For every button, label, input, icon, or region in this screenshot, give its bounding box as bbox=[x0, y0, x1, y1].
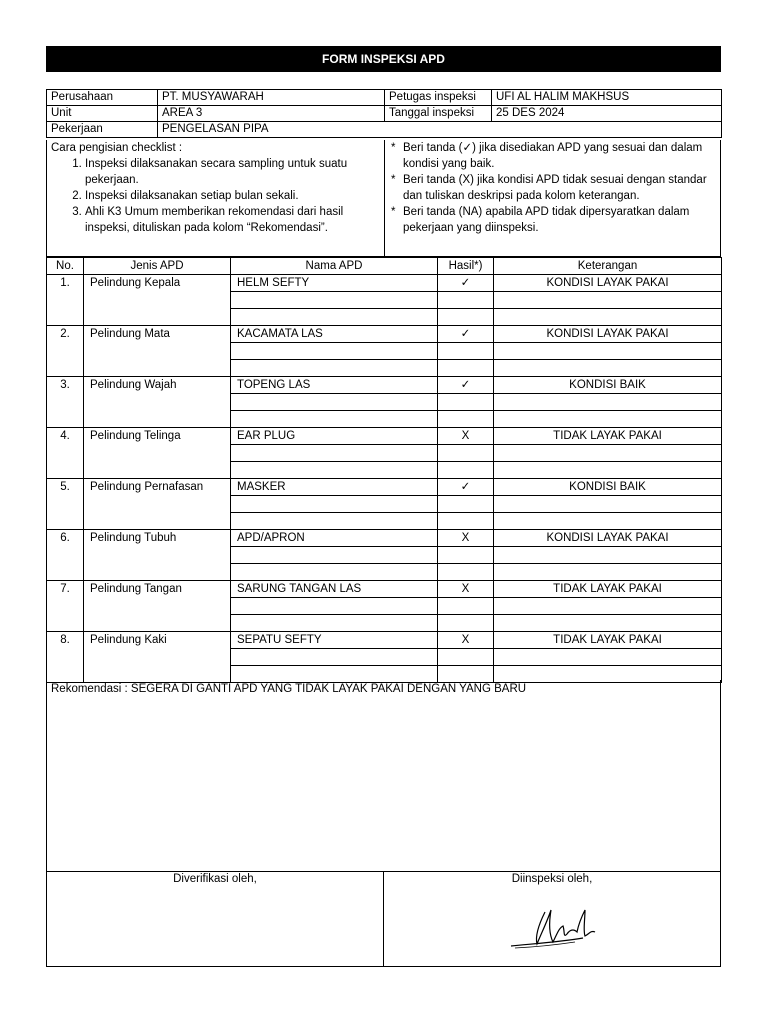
row-keterangan: TIDAK LAYAK PAKAI bbox=[494, 428, 722, 445]
empty-cell bbox=[231, 394, 438, 411]
table-row bbox=[47, 377, 722, 394]
empty-cell bbox=[231, 496, 438, 513]
empty-cell bbox=[438, 309, 494, 326]
empty-cell bbox=[438, 445, 494, 462]
table-row bbox=[47, 326, 722, 343]
empty-cell bbox=[494, 343, 722, 360]
petugas-label: Petugas inspeksi bbox=[385, 90, 492, 106]
pekerjaan-value: PENGELASAN PIPA bbox=[158, 122, 722, 138]
empty-cell bbox=[231, 411, 438, 428]
row-no: 5. bbox=[47, 479, 84, 530]
empty-cell bbox=[231, 649, 438, 666]
empty-cell bbox=[231, 615, 438, 632]
empty-cell bbox=[231, 547, 438, 564]
row-no: 2. bbox=[47, 326, 84, 377]
empty-cell bbox=[494, 598, 722, 615]
instructions-steps bbox=[47, 140, 385, 256]
unit-value: AREA 3 bbox=[158, 106, 385, 122]
note-item: * Beri tanda (X) jika kondisi APD tidak sesuai dengan standar dan tuliskan deskripsi pada kolom keterangan. bbox=[403, 172, 716, 204]
empty-cell bbox=[494, 462, 722, 479]
table-row bbox=[47, 530, 722, 547]
row-no: 1. bbox=[47, 275, 84, 326]
empty-cell bbox=[231, 309, 438, 326]
row-hasil: ✓ bbox=[438, 326, 494, 343]
row-jenis: Pelindung Kepala bbox=[84, 275, 231, 326]
row-hasil: ✓ bbox=[438, 275, 494, 292]
row-keterangan: KONDISI LAYAK PAKAI bbox=[494, 530, 722, 547]
empty-cell bbox=[494, 360, 722, 377]
table-row bbox=[47, 581, 722, 598]
empty-cell bbox=[438, 513, 494, 530]
row-nama: MASKER bbox=[231, 479, 438, 496]
empty-cell bbox=[231, 598, 438, 615]
step-item: 3. Ahli K3 Umum memberikan rekomendasi dari hasil inspeksi, dituliskan pada kolom “Rekomendasi”. bbox=[85, 204, 380, 236]
row-jenis: Pelindung Pernafasan bbox=[84, 479, 231, 530]
row-keterangan: TIDAK LAYAK PAKAI bbox=[494, 581, 722, 598]
row-keterangan: KONDISI LAYAK PAKAI bbox=[494, 275, 722, 292]
empty-cell bbox=[438, 496, 494, 513]
row-no: 3. bbox=[47, 377, 84, 428]
instructions-heading: Cara pengisian checklist : bbox=[51, 142, 183, 154]
verified-label: Diverifikasi oleh, bbox=[173, 873, 257, 885]
empty-cell bbox=[438, 615, 494, 632]
empty-cell bbox=[231, 445, 438, 462]
empty-cell bbox=[438, 564, 494, 581]
pekerjaan-label: Pekerjaan bbox=[47, 122, 158, 138]
table-row bbox=[47, 428, 722, 445]
unit-label: Unit bbox=[47, 106, 158, 122]
step-item: 2. Inspeksi dilaksanakan setiap bulan sekali. bbox=[85, 188, 380, 204]
row-hasil: ✓ bbox=[438, 479, 494, 496]
empty-cell bbox=[231, 343, 438, 360]
signature-image bbox=[505, 900, 605, 955]
notes-list bbox=[389, 140, 716, 236]
empty-cell bbox=[231, 292, 438, 309]
instructions-box bbox=[46, 140, 721, 257]
row-jenis: Pelindung Mata bbox=[84, 326, 231, 377]
row-jenis: Pelindung Telinga bbox=[84, 428, 231, 479]
signature-box bbox=[46, 871, 721, 967]
empty-cell bbox=[494, 445, 722, 462]
empty-cell bbox=[231, 462, 438, 479]
instructions-notes bbox=[385, 140, 720, 256]
row-hasil: X bbox=[438, 428, 494, 445]
recommendation-text: Rekomendasi : SEGERA DI GANTI APD YANG TIDAK LAYAK PAKAI DENGAN YANG BARU bbox=[51, 683, 527, 695]
row-jenis: Pelindung Tubuh bbox=[84, 530, 231, 581]
empty-cell bbox=[494, 649, 722, 666]
empty-cell bbox=[494, 496, 722, 513]
empty-cell bbox=[438, 343, 494, 360]
form-title: FORM INSPEKSI APD bbox=[46, 46, 721, 72]
header-hasil: Hasil*) bbox=[438, 258, 494, 275]
empty-cell bbox=[494, 309, 722, 326]
row-nama: EAR PLUG bbox=[231, 428, 438, 445]
tanggal-label: Tanggal inspeksi bbox=[385, 106, 492, 122]
perusahaan-label: Perusahaan bbox=[47, 90, 158, 106]
header-no: No. bbox=[47, 258, 84, 275]
row-hasil: ✓ bbox=[438, 377, 494, 394]
apd-table bbox=[46, 257, 722, 683]
row-keterangan: KONDISI BAIK bbox=[494, 479, 722, 496]
row-keterangan: KONDISI BAIK bbox=[494, 377, 722, 394]
row-keterangan: TIDAK LAYAK PAKAI bbox=[494, 632, 722, 649]
note-item: * Beri tanda (NA) apabila APD tidak dipersyaratkan dalam pekerjaan yang diinspeksi. bbox=[403, 204, 716, 236]
row-nama: KACAMATA LAS bbox=[231, 326, 438, 343]
empty-cell bbox=[231, 564, 438, 581]
row-no: 8. bbox=[47, 632, 84, 683]
empty-cell bbox=[438, 649, 494, 666]
note-item: * Beri tanda (✓) jika disediakan APD yang sesuai dan dalam kondisi yang baik. bbox=[403, 140, 716, 172]
row-nama: SARUNG TANGAN LAS bbox=[231, 581, 438, 598]
info-table bbox=[46, 89, 722, 138]
row-nama: HELM SEFTY bbox=[231, 275, 438, 292]
table-row bbox=[47, 479, 722, 496]
empty-cell bbox=[494, 292, 722, 309]
header-keterangan: Keterangan bbox=[494, 258, 722, 275]
empty-cell bbox=[231, 360, 438, 377]
row-hasil: X bbox=[438, 632, 494, 649]
perusahaan-value: PT. MUSYAWARAH bbox=[158, 90, 385, 106]
row-jenis: Pelindung Tangan bbox=[84, 581, 231, 632]
row-keterangan: KONDISI LAYAK PAKAI bbox=[494, 326, 722, 343]
row-nama: APD/APRON bbox=[231, 530, 438, 547]
verified-column bbox=[47, 872, 383, 966]
empty-cell bbox=[438, 394, 494, 411]
table-row bbox=[47, 632, 722, 649]
empty-cell bbox=[438, 292, 494, 309]
table-row bbox=[47, 275, 722, 292]
empty-cell bbox=[494, 547, 722, 564]
empty-cell bbox=[438, 462, 494, 479]
empty-cell bbox=[494, 564, 722, 581]
recommendation-box bbox=[46, 680, 721, 872]
header-jenis: Jenis APD bbox=[84, 258, 231, 275]
row-jenis: Pelindung Kaki bbox=[84, 632, 231, 683]
empty-cell bbox=[231, 513, 438, 530]
empty-cell bbox=[438, 547, 494, 564]
empty-cell bbox=[494, 411, 722, 428]
table-header-row bbox=[47, 258, 722, 275]
step-item: 1. Inspeksi dilaksanakan secara sampling untuk suatu pekerjaan. bbox=[85, 156, 380, 188]
row-nama: TOPENG LAS bbox=[231, 377, 438, 394]
row-jenis: Pelindung Wajah bbox=[84, 377, 231, 428]
empty-cell bbox=[438, 598, 494, 615]
empty-cell bbox=[438, 411, 494, 428]
empty-cell bbox=[438, 360, 494, 377]
row-no: 6. bbox=[47, 530, 84, 581]
inspected-label: Diinspeksi oleh, bbox=[511, 873, 593, 885]
empty-cell bbox=[494, 615, 722, 632]
petugas-value: UFI AL HALIM MAKHSUS bbox=[492, 90, 722, 106]
row-hasil: X bbox=[438, 530, 494, 547]
row-nama: SEPATU SEFTY bbox=[231, 632, 438, 649]
row-no: 4. bbox=[47, 428, 84, 479]
row-hasil: X bbox=[438, 581, 494, 598]
header-nama: Nama APD bbox=[231, 258, 438, 275]
empty-cell bbox=[494, 513, 722, 530]
tanggal-value: 25 DES 2024 bbox=[492, 106, 722, 122]
row-no: 7. bbox=[47, 581, 84, 632]
steps-list bbox=[51, 156, 380, 236]
empty-cell bbox=[494, 394, 722, 411]
